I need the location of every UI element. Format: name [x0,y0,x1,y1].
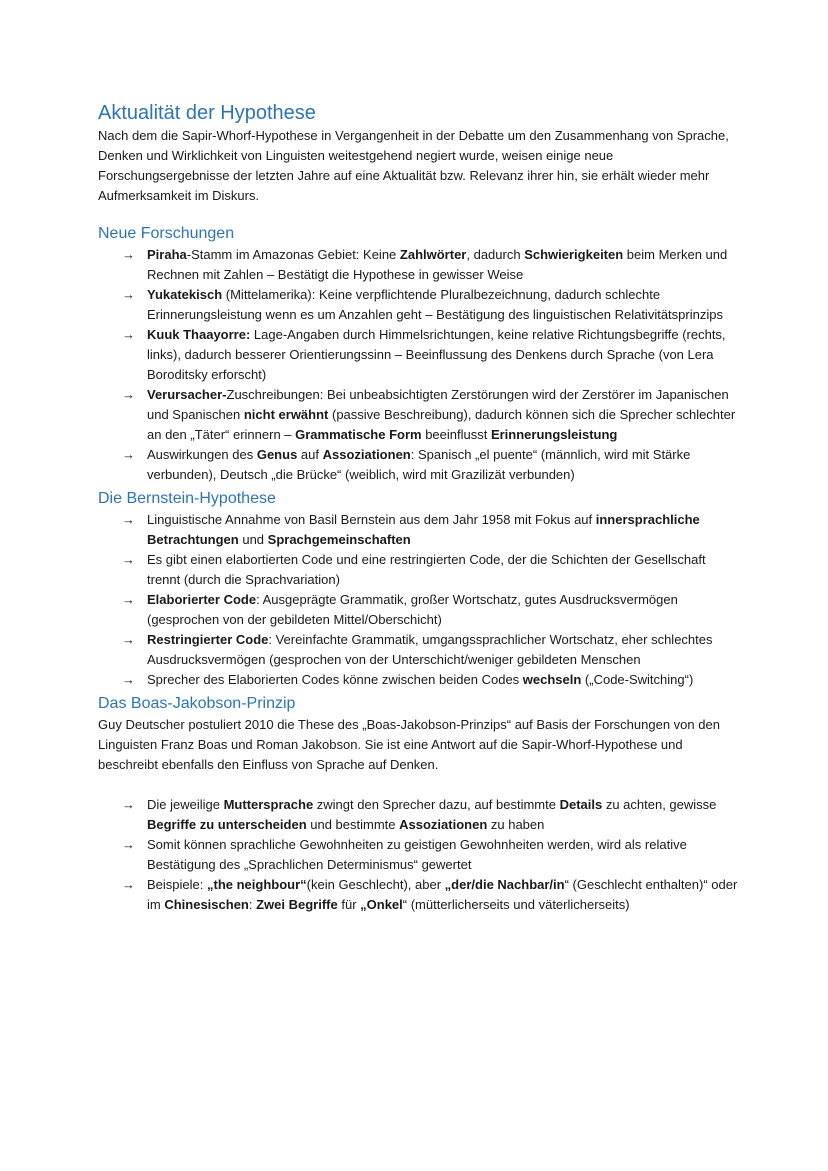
arrow-right-icon: → [122,287,135,302]
intro-paragraph: Nach dem die Sapir-Whorf-Hypothese in Vergangenheit in der Debatte um den Zusammenhang von Sprache, Denken und Wirklichkeit von Linguisten weitestgehend negiert wurde, weisen einige neue Forschungsergebnisse der letzten Jahre auf eine Aktualität bzw. Relevanz ihrer hin, sie erhält wieder mehr Aufmerksamkeit im Diskurs. [98,128,729,203]
page-title: Aktualität der Hypothese [98,102,316,124]
list-item [98,590,738,630]
text-run: beim Merken und Rechnen mit Zahlen – Bestätigt die Hypothese in gewisser Weise [147,247,728,282]
list-item [98,835,738,875]
list-item [98,550,738,590]
arrow-right-icon: → [122,552,135,567]
arrow-right-icon: → [122,512,135,527]
text-run: („Code-Switching“) [581,672,694,687]
list-item [98,875,738,915]
text-run: Linguistische Annahme von Basil Bernstein aus dem Jahr 1958 mit Fokus auf [147,512,596,527]
bold-text: Grammatische Form [295,427,422,442]
bold-text: Sprachgemeinschaften [267,532,411,547]
arrow-right-icon: → [122,247,135,262]
text-run: “ (mütterlicherseits und väterlicherseits) [402,897,630,912]
text-run: : Vereinfachte Grammatik, umgangssprachlicher Wortschatz, eher schlechtes Ausdrucksvermögen (gesprochen von der Unterschicht/weniger gebildeten Menschen [147,632,713,667]
bold-text: wechseln [522,672,582,687]
bold-text: Begriffe zu unterscheiden [147,817,307,832]
arrow-right-icon: → [122,327,135,342]
text-run: Beispiele: [147,877,207,892]
section-heading-bernstein-hypothese: Die Bernstein-Hypothese [98,490,276,507]
bold-text: nicht erwähnt [243,407,329,422]
arrow-right-icon: → [122,877,135,892]
text-run: : [248,897,257,912]
text-run: beeinflusst [421,427,491,442]
list-item [98,630,738,670]
list-item [98,385,738,445]
arrow-right-icon: → [122,592,135,607]
list-item [98,445,738,485]
bold-text: Chinesischen [164,897,249,912]
bold-text: Assoziationen [399,817,488,832]
bold-text: „der/die Nachbar/in [444,877,565,892]
text-run: zwingt den Sprecher dazu, auf bestimmte [313,797,560,812]
arrow-right-icon: → [122,797,135,812]
bold-text: „Onkel [360,897,403,912]
text-run: und [238,532,268,547]
bold-text: Verursacher- [147,387,227,402]
bold-text: Piraha [147,247,187,262]
text-run: : Spanisch „el puente“ (männlich, wird mit Stärke verbunden), Deutsch „die Brücke“ (weiblich, wird mit Grazilizät verbunden) [147,447,691,482]
section-heading-neue-forschungen: Neue Forschungen [98,225,235,242]
arrow-right-icon: → [122,672,135,687]
section-heading-boas-jakobson: Das Boas-Jakobson-Prinzip [98,695,296,712]
bold-text: Zwei Begriffe [256,897,338,912]
list-item [98,510,738,550]
bold-text: Erinnerungsleistung [490,427,618,442]
bold-text: Muttersprache [223,797,314,812]
bernstein-list [98,510,738,690]
bold-text: Details [559,797,603,812]
bold-text: Schwierigkeiten [524,247,624,262]
bold-text: Elaborierter Code [147,592,257,607]
list-item [98,795,738,835]
text-run: , dadurch [466,247,525,262]
document-content [98,100,738,915]
text-run: zu achten, gewisse [602,797,717,812]
text-run: Sprecher des Elaborierten Codes könne zwischen beiden Codes [147,672,523,687]
text-run: zu haben [487,817,545,832]
arrow-right-icon: → [122,632,135,647]
arrow-right-icon: → [122,387,135,402]
bold-text: „the neighbour“ [206,877,307,892]
text-run: Auswirkungen des [147,447,257,462]
list-item [98,670,738,690]
arrow-right-icon: → [122,447,135,462]
bold-text: Genus [256,447,298,462]
text-run: für [337,897,361,912]
bold-text: Restringierter Code [147,632,269,647]
bold-text: innersprachliche Betrachtungen [147,512,700,547]
text-run: (Mittelamerika): Keine verpflichtende Pluralbezeichnung, dadurch schlechte Erinnerungsleistung wenn es um Anzahlen geht – Bestätigung des linguistischen Relativitätsprinzips [147,287,723,322]
list-item [98,325,738,385]
bold-text: Yukatekisch [147,287,223,302]
boas-jakobson-list [98,795,738,915]
text-run: Es gibt einen elabortierten Code und eine restringierten Code, der die Schichten der Gesellschaft trennt (durch die Sprachvariation) [147,552,706,587]
text-run: (passive Beschreibung), dadurch können sich die Sprecher schlechter an den „Täter“ erinnern – [147,407,736,442]
bold-text: Zahlwörter [399,247,467,262]
bold-text: Kuuk Thaayorre: [147,327,251,342]
text-run: Somit können sprachliche Gewohnheiten zu geistigen Gewohnheiten werden, wird als relative Bestätigung des „Sprachlichen Determinismus“ gewertet [147,837,687,872]
text-run: Lage-Angaben durch Himmelsrichtungen, keine relative Richtungsbegriffe (rechts, links), dadurch besserer Orientierungssinn – Beeinflussung des Denkens durch Sprache (von Lera Boroditsky erforscht) [147,327,726,382]
text-run: auf [297,447,323,462]
list-item [98,285,738,325]
arrow-right-icon: → [122,837,135,852]
text-run: “ (Geschlecht enthalten)“ oder im [147,877,738,912]
text-run: : Ausgeprägte Grammatik, großer Wortschatz, gutes Ausdrucksvermögen (gesprochen von der gebildeten Mittel/Oberschicht) [147,592,678,627]
text-run: Die jeweilige [147,797,224,812]
neue-forschungen-list [98,245,738,485]
text-run: -Stamm im Amazonas Gebiet: Keine [186,247,400,262]
text-run: und bestimmte [306,817,400,832]
text-run: Zuschreibungen: Bei unbeabsichtigten Zerstörungen wird der Zerstörer im Japanischen und Spanischen [147,387,729,422]
list-item [98,245,738,285]
boas-jakobson-intro: Guy Deutscher postuliert 2010 die These des „Boas-Jakobson-Prinzips“ auf Basis der Forschungen von den Linguisten Franz Boas und Roman Jakobson. Sie ist eine Antwort auf die Sapir-Whorf-Hypothese und beschreibt ebenfalls den Einfluss von Sprache auf Denken. [98,717,720,772]
text-run: (kein Geschlecht), aber [306,877,445,892]
bold-text: Assoziationen [322,447,411,462]
